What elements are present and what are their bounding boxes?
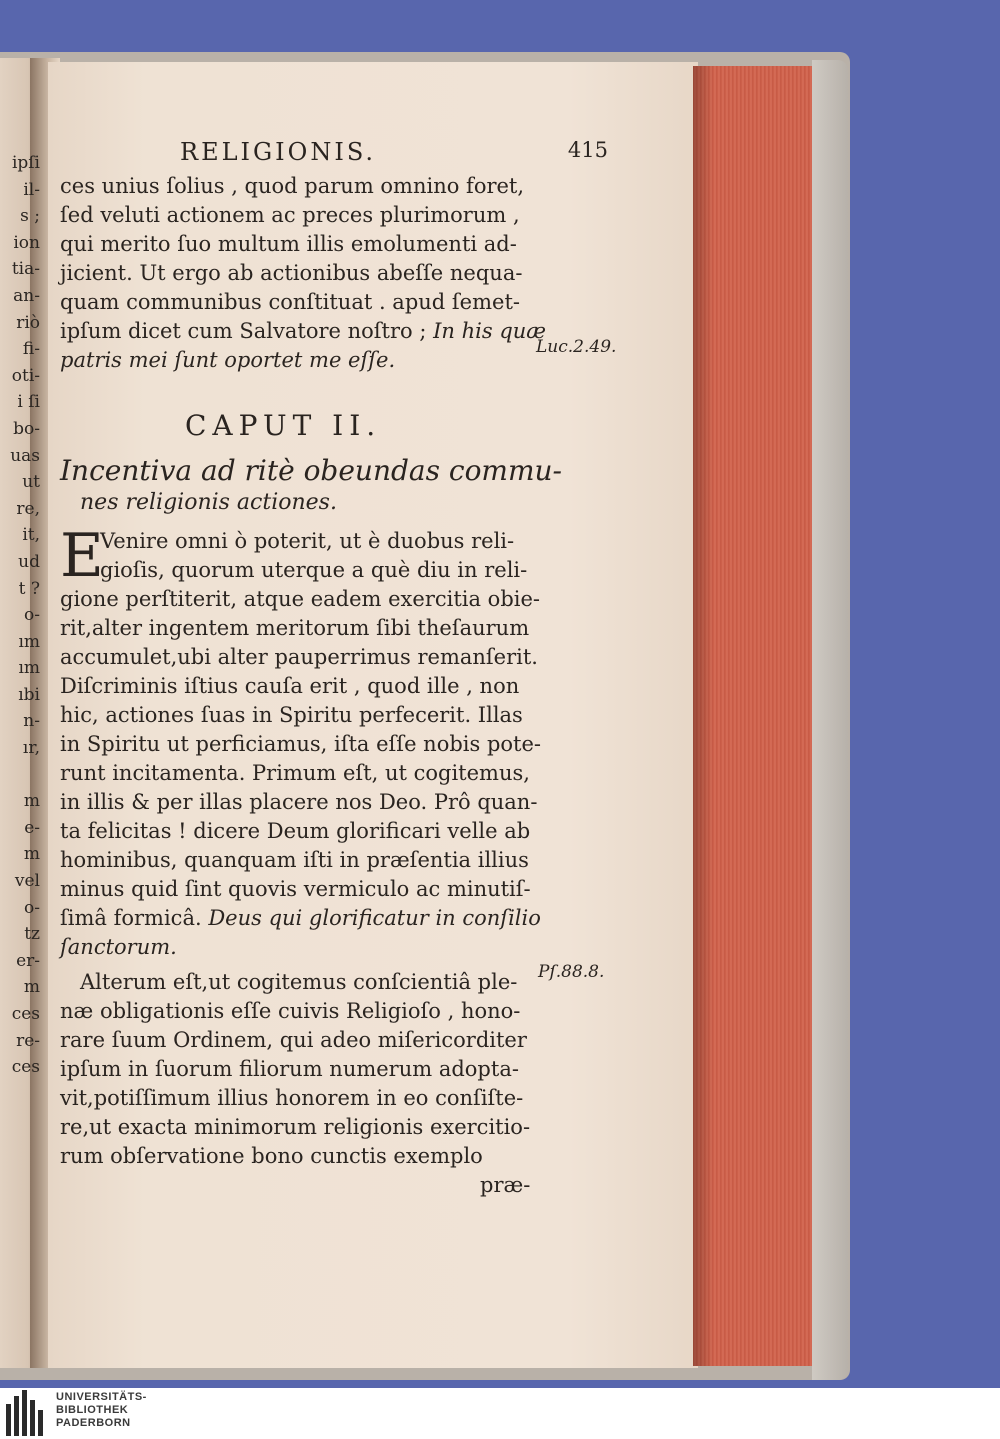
text-line: rum obſervatione bono cunctis exemplo [60, 1144, 483, 1168]
left-fragment: re- [16, 1030, 40, 1051]
left-fragment: tia- [11, 259, 40, 280]
page-edges-shadow [693, 66, 713, 1366]
paragraph-2 [60, 521, 620, 962]
catchword: præ- [480, 1173, 531, 1197]
psalm-quote: Deus qui glorificatur in conſilio [208, 906, 541, 930]
library-logo-icon [6, 1390, 48, 1436]
left-fragment: ces [11, 1057, 40, 1078]
left-fragment: oti- [11, 365, 40, 386]
chapter-subtitle: Incentiva ad ritè obeundas commu- [60, 454, 563, 487]
text-span: ſimâ formicâ. [60, 906, 202, 930]
text-span: ipſum dicet cum Salvatore noſtro ; [60, 319, 427, 343]
left-fragment: re, [16, 498, 40, 519]
left-fragment: fi- [22, 339, 40, 360]
text-line: Venire omni ò poterit, ut è duobus reli- [100, 529, 515, 553]
left-fragment: e- [24, 817, 40, 838]
quote-start: In his quæ [433, 319, 547, 343]
text-line: in Spiritu ut perficiamus, iſta eſſe nobis pote- [60, 732, 542, 756]
left-fragment: an- [13, 285, 40, 306]
psalm-quote-end: ſanctorum. [60, 935, 177, 959]
left-fragment: m [23, 977, 40, 998]
text-line: Alterum eſt,ut cogitemus conſcientiâ ple- [80, 970, 518, 994]
page-text [60, 138, 620, 1200]
left-fragment: ipſi [11, 153, 40, 173]
left-fragment: it, [22, 525, 40, 546]
left-page-text-fragments [0, 150, 40, 1081]
text-line: ſed veluti actionem ac preces plurimorum , [60, 203, 520, 227]
left-fragment: m [23, 844, 40, 865]
text-line: jicient. Ut ergo ab actionibus abeſſe nequa- [60, 261, 523, 285]
text-line: gioſis, quorum uterque a què diu in reli- [100, 558, 528, 582]
text-line: vit,potiſſimum illius honorem in eo conſiſte- [60, 1086, 524, 1110]
paragraph-3 [60, 968, 620, 1200]
left-fragment: m [23, 791, 40, 812]
left-fragment: ıbi [18, 684, 40, 705]
left-fragment: o- [24, 605, 40, 626]
text-line: Diſcriminis iſtius cauſa erit , quod ille , non [60, 674, 520, 698]
left-fragment: ud [18, 551, 40, 572]
text-line: hic, actiones ſuas in Spiritu perfecerit. Illas [60, 703, 523, 727]
margin-note-psalm: Pſ.88.8. [538, 962, 605, 982]
text-line [60, 904, 620, 933]
left-fragment: s ; [20, 206, 40, 227]
text-line: ta felicitas ! dicere Deum glorificari velle ab [60, 819, 531, 843]
text-line: accumulet,ubi alter pauperrimus remanſerit. [60, 645, 538, 669]
left-fragment [0, 762, 40, 789]
library-name [56, 1391, 147, 1430]
left-fragment: uas [10, 445, 40, 466]
drop-cap: E [60, 521, 104, 591]
text-line: minus quid ſint quovis vermiculo ac minutiſ- [60, 877, 531, 901]
text-line: rit,alter ingentem meritorum ſibi theſaurum [60, 616, 530, 640]
left-fragment: t ? [18, 578, 40, 599]
left-fragment: ır, [22, 738, 40, 759]
left-fragment: ion [13, 232, 40, 253]
left-fragment: il- [23, 179, 40, 200]
text-line: ces unius ſolius , quod parum omnino foret, [60, 174, 525, 198]
left-fragment: tz [24, 924, 40, 945]
left-fragment: ces [11, 1004, 40, 1024]
text-line: ipſum in ſuorum filiorum numerum adopta- [60, 1057, 519, 1081]
text-line: hominibus, quanquam iſti in præſentia illius [60, 848, 529, 872]
page-number: 415 [567, 138, 608, 162]
left-fragment: riò [16, 312, 40, 333]
library-name-line: PADERBORN [56, 1417, 131, 1429]
running-header [180, 138, 608, 166]
chapter-heading: CAPUT II. [185, 409, 382, 442]
left-fragment: ut [22, 472, 40, 493]
library-name-line: UNIVERSITÄTS- [56, 1391, 147, 1403]
text-line: re,ut exacta minimorum religionis exercitio- [60, 1115, 531, 1139]
text-line: rare ſuum Ordinem, qui adeo miſericorditer [60, 1028, 527, 1052]
text-line: qui merito ſuo multum illis emolumenti ad- [60, 232, 517, 256]
book-board-edge [812, 60, 848, 1380]
left-fragment: vel [14, 871, 40, 892]
left-fragment: i ſi [17, 392, 40, 413]
text-line: gione perſtiterit, atque eadem exercitia obie- [60, 587, 541, 611]
chapter-subtitle-cont: nes religionis actiones. [80, 490, 337, 515]
library-name-line: BIBLIOTHEK [56, 1404, 129, 1416]
running-title: RELIGIONIS. [180, 138, 377, 166]
margin-note-luke: Luc.2.49. [536, 337, 617, 357]
left-fragment: n- [23, 711, 40, 732]
left-fragment: ım [18, 631, 40, 652]
left-fragment: bo- [13, 418, 40, 439]
left-fragment: er- [16, 950, 40, 971]
quote-line: patris mei ſunt oportet me eſſe. [60, 348, 396, 372]
left-fragment: o- [24, 897, 40, 918]
text-line: runt incitamenta. Primum eſt, ut cogitemus, [60, 761, 530, 785]
left-fragment: ım [18, 658, 40, 679]
text-line: in illis & per illas placere nos Deo. Prô quan- [60, 790, 538, 814]
text-line: quam communibus conſtituat . apud ſemet- [60, 290, 520, 314]
text-line: næ obligationis eſſe cuivis Religioſo , hono- [60, 999, 521, 1023]
library-footer [0, 1388, 1000, 1439]
